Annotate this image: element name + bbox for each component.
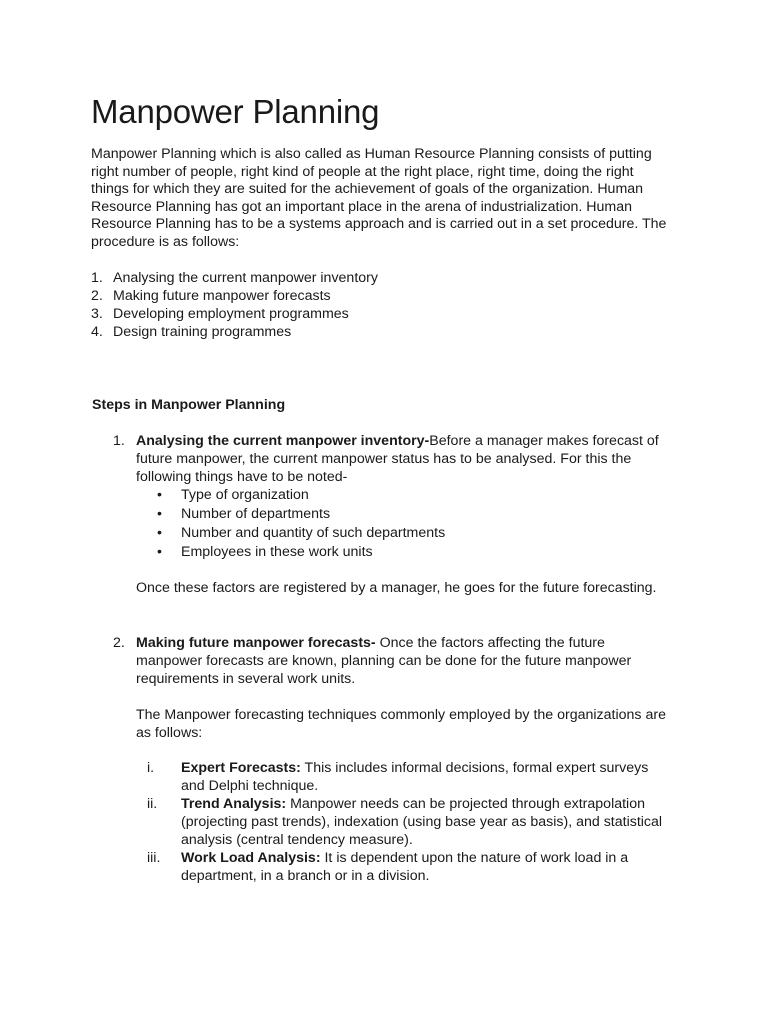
techniques-list xyxy=(136,759,673,885)
bullet-text: Employees in these work units xyxy=(181,544,373,560)
bullet-text: Number and quantity of such departments xyxy=(181,525,446,541)
list-item-number: 1. xyxy=(91,270,103,286)
list-item-text: Developing employment programmes xyxy=(113,306,349,322)
bullet-text: Type of organization xyxy=(181,487,309,503)
technique-name: Expert Forecasts: xyxy=(181,760,301,776)
step-number: 1. xyxy=(113,433,125,449)
bullet-icon: • xyxy=(157,487,162,503)
list-item xyxy=(91,305,378,323)
step-paragraph xyxy=(136,432,673,486)
list-item-number: 4. xyxy=(91,324,103,340)
step-future-forecasts xyxy=(113,634,673,885)
technique-text: It is dependent upon the nature of work load in a department, in a branch or in a division. xyxy=(181,850,629,884)
techniques-intro: The Manpower forecasting techniques commonly employed by the organizations are as follows: xyxy=(136,707,666,741)
bullet-icon: • xyxy=(157,525,162,541)
procedure-list xyxy=(91,269,378,341)
technique-item xyxy=(136,849,673,885)
intro-paragraph: Manpower Planning which is also called as Human Resource Planning consists of putting right number of people, right kind of people at the right place, right time, doing the right things for which they are suited for the achievement of goals of the organization. Human Resource Planning has got an important place in the arena of industrialization. Human Resource Planning has to be a systems approach and is carried out in a set procedure. The procedure is as follows: xyxy=(91,146,667,250)
bullet-icon: • xyxy=(157,506,162,522)
step-bold-lead: Making future manpower forecasts- xyxy=(136,635,376,651)
list-item-number: 2. xyxy=(91,288,103,304)
technique-name: Trend Analysis: xyxy=(181,796,287,812)
technique-name: Work Load Analysis: xyxy=(181,850,321,866)
step-bold-lead: Analysing the current manpower inventory- xyxy=(136,433,430,449)
list-item xyxy=(91,323,378,341)
bullet-list xyxy=(136,486,673,562)
technique-item xyxy=(136,795,673,849)
technique-text: Manpower needs can be projected through extrapolation (projecting past trends), indexation (using base year as basis), and statistical analysis (central tendency measure). xyxy=(181,796,663,848)
list-item-text: Analysing the current manpower inventory xyxy=(113,270,378,286)
step-text: Once the factors affecting the future manpower forecasts are known, planning can be done for the future manpower requirements in several work units. xyxy=(136,635,632,687)
technique-number: i. xyxy=(147,760,155,776)
bullet-item xyxy=(136,505,673,524)
list-item-text: Design training programmes xyxy=(113,324,292,340)
bullet-icon: • xyxy=(157,544,162,560)
section-heading: Steps in Manpower Planning xyxy=(92,397,286,413)
technique-item xyxy=(136,759,673,795)
step-paragraph xyxy=(136,634,673,688)
step-number: 2. xyxy=(113,635,125,651)
list-item-text: Making future manpower forecasts xyxy=(113,288,331,304)
page-title: Manpower Planning xyxy=(91,93,380,130)
bullet-item xyxy=(136,543,673,562)
list-item xyxy=(91,269,378,287)
step-text: Before a manager makes forecast of future manpower, the current manpower status has to be analysed. For this the following things have to be noted- xyxy=(136,433,659,485)
list-item-number: 3. xyxy=(91,306,103,322)
step-analysing-inventory xyxy=(113,432,673,597)
bullet-text: Number of departments xyxy=(181,506,331,522)
technique-number: ii. xyxy=(147,796,158,812)
list-item xyxy=(91,287,378,305)
technique-text: This includes informal decisions, formal expert surveys and Delphi technique. xyxy=(181,760,649,794)
technique-number: iii. xyxy=(147,850,161,866)
bullet-item xyxy=(136,486,673,505)
step-followup-paragraph: Once these factors are registered by a manager, he goes for the future forecasting. xyxy=(136,580,657,596)
bullet-item xyxy=(136,524,673,543)
